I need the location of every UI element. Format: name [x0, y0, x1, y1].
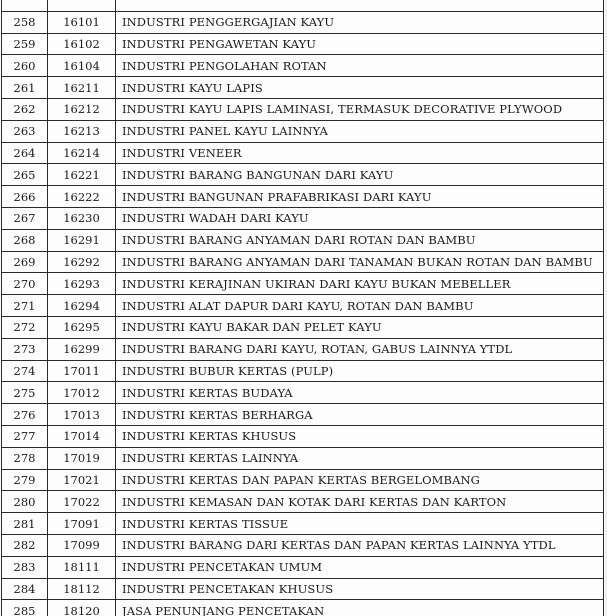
row-number-cell: 261: [2, 77, 48, 99]
row-number-cell: 275: [2, 382, 48, 404]
industry-description-cell: INDUSTRI KERTAS DAN PAPAN KERTAS BERGELOMBANG: [116, 469, 604, 491]
row-number-cell: 279: [2, 469, 48, 491]
kbli-code-cell: [48, 0, 116, 11]
row-number-cell: 285: [2, 600, 48, 616]
table-row: [2, 382, 604, 404]
industry-description-cell: INDUSTRI PENCETAKAN UMUM: [116, 556, 604, 578]
industry-description-cell: INDUSTRI BARANG DARI KAYU, ROTAN, GABUS LAINNYA YTDL: [116, 338, 604, 360]
table-row: [2, 0, 604, 11]
table-row: [2, 513, 604, 535]
industry-description-cell: INDUSTRI PENGGERGAJIAN KAYU: [116, 11, 604, 33]
industry-description-cell: INDUSTRI KEMASAN DAN KOTAK DARI KERTAS DAN KARTON: [116, 491, 604, 513]
kbli-code-cell: 17091: [48, 513, 116, 535]
industry-description-cell: INDUSTRI BARANG ANYAMAN DARI TANAMAN BUKAN ROTAN DAN BAMBU: [116, 251, 604, 273]
row-number-cell: 269: [2, 251, 48, 273]
industry-description-cell: INDUSTRI KAYU LAPIS LAMINASI, TERMASUK DECORATIVE PLYWOOD: [116, 98, 604, 120]
kbli-code-cell: 17014: [48, 425, 116, 447]
row-number-cell: 281: [2, 513, 48, 535]
industry-description-cell: [116, 0, 604, 11]
industry-description-cell: INDUSTRI PANEL KAYU LAINNYA: [116, 120, 604, 142]
table-row: [2, 207, 604, 229]
table-row: [2, 55, 604, 77]
row-number-cell: 276: [2, 404, 48, 426]
kbli-code-cell: 16230: [48, 207, 116, 229]
row-number-cell: 274: [2, 360, 48, 382]
row-number-cell: 282: [2, 534, 48, 556]
row-number-cell: 280: [2, 491, 48, 513]
row-number-cell: 265: [2, 164, 48, 186]
kbli-code-cell: 17012: [48, 382, 116, 404]
kbli-code-cell: 16101: [48, 11, 116, 33]
industry-description-cell: INDUSTRI KERTAS KHUSUS: [116, 425, 604, 447]
row-number-cell: 278: [2, 447, 48, 469]
industry-description-cell: INDUSTRI BARANG BANGUNAN DARI KAYU: [116, 164, 604, 186]
kbli-code-cell: 17013: [48, 404, 116, 426]
industry-description-cell: INDUSTRI BUBUR KERTAS (PULP): [116, 360, 604, 382]
row-number-cell: 270: [2, 273, 48, 295]
table-row: [2, 295, 604, 317]
kbli-table: [1, 0, 604, 616]
table-row: [2, 316, 604, 338]
kbli-code-cell: 17022: [48, 491, 116, 513]
industry-description-cell: INDUSTRI PENCETAKAN KHUSUS: [116, 578, 604, 600]
table-row: [2, 556, 604, 578]
kbli-code-cell: 16293: [48, 273, 116, 295]
row-number-cell: 272: [2, 316, 48, 338]
table-row: [2, 98, 604, 120]
industry-description-cell: INDUSTRI VENEER: [116, 142, 604, 164]
table-row: [2, 360, 604, 382]
kbli-code-cell: 16212: [48, 98, 116, 120]
table-row: [2, 11, 604, 33]
table-row: [2, 164, 604, 186]
industry-description-cell: JASA PENUNJANG PENCETAKAN: [116, 600, 604, 616]
table-row: [2, 469, 604, 491]
kbli-code-cell: 16292: [48, 251, 116, 273]
table-row: [2, 142, 604, 164]
row-number-cell: 266: [2, 186, 48, 208]
kbli-code-cell: 16213: [48, 120, 116, 142]
row-number-cell: 260: [2, 55, 48, 77]
kbli-code-cell: 18112: [48, 578, 116, 600]
industry-description-cell: INDUSTRI PENGAWETAN KAYU: [116, 33, 604, 55]
table-row: [2, 534, 604, 556]
row-number-cell: 267: [2, 207, 48, 229]
table-row: [2, 578, 604, 600]
table-row: [2, 404, 604, 426]
row-number-cell: 284: [2, 578, 48, 600]
kbli-code-cell: 18120: [48, 600, 116, 616]
kbli-code-cell: 16294: [48, 295, 116, 317]
kbli-code-cell: 17019: [48, 447, 116, 469]
table-row: [2, 251, 604, 273]
kbli-code-cell: 16221: [48, 164, 116, 186]
table-row: [2, 273, 604, 295]
kbli-code-cell: 18111: [48, 556, 116, 578]
kbli-code-cell: 16222: [48, 186, 116, 208]
industry-description-cell: INDUSTRI ALAT DAPUR DARI KAYU, ROTAN DAN BAMBU: [116, 295, 604, 317]
industry-description-cell: INDUSTRI KAYU BAKAR DAN PELET KAYU: [116, 316, 604, 338]
industry-description-cell: INDUSTRI BARANG ANYAMAN DARI ROTAN DAN BAMBU: [116, 229, 604, 251]
industry-description-cell: INDUSTRI PENGOLAHAN ROTAN: [116, 55, 604, 77]
kbli-code-cell: 16299: [48, 338, 116, 360]
table-row: [2, 600, 604, 616]
table-row: [2, 186, 604, 208]
industry-description-cell: INDUSTRI KERTAS LAINNYA: [116, 447, 604, 469]
row-number-cell: 283: [2, 556, 48, 578]
industry-description-cell: INDUSTRI KERTAS BERHARGA: [116, 404, 604, 426]
row-number-cell: 268: [2, 229, 48, 251]
table-row: [2, 229, 604, 251]
table-row: [2, 33, 604, 55]
industry-description-cell: INDUSTRI WADAH DARI KAYU: [116, 207, 604, 229]
industry-description-cell: INDUSTRI BARANG DARI KERTAS DAN PAPAN KERTAS LAINNYA YTDL: [116, 534, 604, 556]
row-number-cell: [2, 0, 48, 11]
industry-description-cell: INDUSTRI KERTAS BUDAYA: [116, 382, 604, 404]
row-number-cell: 264: [2, 142, 48, 164]
row-number-cell: 273: [2, 338, 48, 360]
kbli-code-cell: 17021: [48, 469, 116, 491]
industry-description-cell: INDUSTRI KAYU LAPIS: [116, 77, 604, 99]
kbli-code-cell: 16102: [48, 33, 116, 55]
row-number-cell: 277: [2, 425, 48, 447]
row-number-cell: 258: [2, 11, 48, 33]
kbli-code-cell: 17099: [48, 534, 116, 556]
kbli-code-cell: 17011: [48, 360, 116, 382]
kbli-code-cell: 16104: [48, 55, 116, 77]
industry-description-cell: INDUSTRI KERTAS TISSUE: [116, 513, 604, 535]
row-number-cell: 262: [2, 98, 48, 120]
kbli-code-cell: 16211: [48, 77, 116, 99]
kbli-table-body: [2, 0, 604, 616]
table-row: [2, 447, 604, 469]
kbli-code-cell: 16295: [48, 316, 116, 338]
industry-description-cell: INDUSTRI KERAJINAN UKIRAN DARI KAYU BUKAN MEBELLER: [116, 273, 604, 295]
table-row: [2, 77, 604, 99]
table-row: [2, 491, 604, 513]
row-number-cell: 263: [2, 120, 48, 142]
row-number-cell: 271: [2, 295, 48, 317]
table-row: [2, 338, 604, 360]
kbli-code-cell: 16291: [48, 229, 116, 251]
table-row: [2, 425, 604, 447]
kbli-code-cell: 16214: [48, 142, 116, 164]
industry-description-cell: INDUSTRI BANGUNAN PRAFABRIKASI DARI KAYU: [116, 186, 604, 208]
row-number-cell: 259: [2, 33, 48, 55]
table-row: [2, 120, 604, 142]
